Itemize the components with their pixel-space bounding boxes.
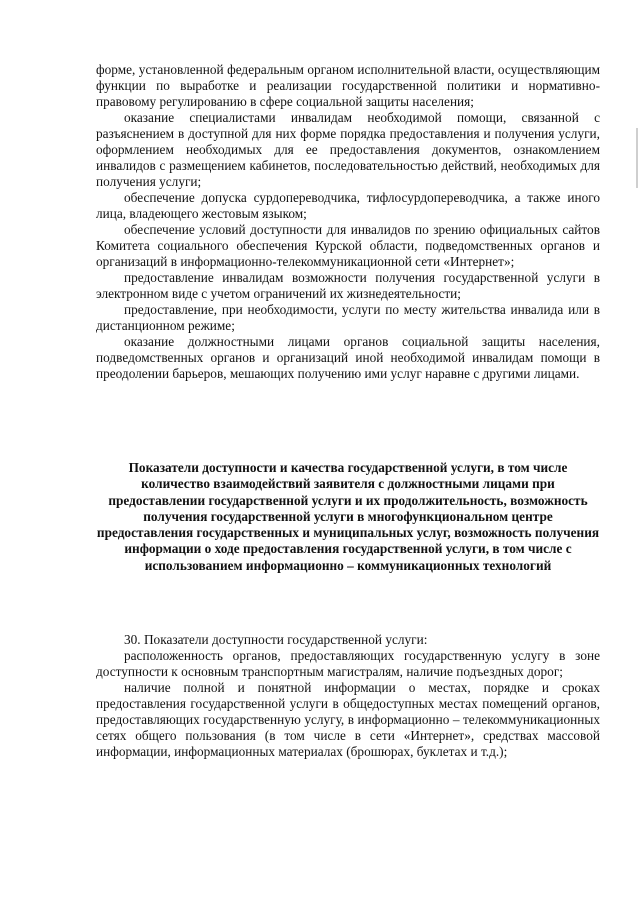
paragraph-continuation: форме, установленной федеральным органом исполнительной власти, осуществляющим функции по выработке и реализации государственной политики и нормативно-правовому регулированию в сфере социальной защиты населения; bbox=[96, 62, 600, 109]
top-text-block bbox=[96, 62, 600, 382]
section-heading-text: Показатели доступности и качества государственной услуги, в том числе количество взаимодействий заявителя с должностными лицами при предоставлении государственной услуги и их продолжительность, возможность получения государственной услуги в многофункциональном центре предоставления государственных и муниципальных услуг, возможность получения информации о ходе предоставления государственной услуги, в том числе с использованием информационно – коммуникационных технологий bbox=[96, 460, 600, 573]
paragraph-remote-service: предоставление, при необходимости, услуги по месту жительства инвалида или в дистанционном режиме; bbox=[96, 302, 600, 333]
paragraph-item-30: 30. Показатели доступности государственной услуги: bbox=[124, 632, 428, 647]
section-heading bbox=[96, 460, 600, 574]
paragraph-information-availability: наличие полной и понятной информации о местах, порядке и сроках предоставления государственной услуги в общедоступных местах помещений органов, предоставляющих государственную услугу, в информационно – телекоммуникационных сетях общего пользования (в том числе в сети «Интернет», средствах массовой информации, информационных материалах (брошюрах, буклетах и т.д.); bbox=[96, 680, 600, 759]
paragraph-website-accessibility: обеспечение условий доступности для инвалидов по зрению официальных сайтов Комитета социального обеспечения Курской области, подведомственных органов и организаций в информационно-телекоммуникационной сети «Интернет»; bbox=[96, 222, 600, 269]
paragraph-transport-access: расположенность органов, предоставляющих государственную услугу в зоне доступности к основным транспортным магистралям, наличие подъездных дорог; bbox=[96, 648, 600, 679]
paragraph-electronic-service: предоставление инвалидам возможности получения государственной услуги в электронном виде с учетом ограничений их жизнедеятельности; bbox=[96, 270, 600, 301]
paragraph-specialist-help: оказание специалистами инвалидам необходимой помощи, связанной с разъяснением в доступной для них форме порядка предоставления и получения услуги, оформлением необходимых для ее предоставления документов, ознакомлением инвалидов с размещением кабинетов, последовательностью действий, необходимых для получения услуги; bbox=[96, 110, 600, 189]
paragraph-barrier-help: оказание должностными лицами органов социальной защиты населения, подведомственных органов и организаций иной необходимой инвалидам помощи в преодолении барьеров, мешающих получению ими услуг наравне с другими лицами. bbox=[96, 334, 600, 381]
bottom-text-block bbox=[96, 632, 600, 760]
scan-edge-mark bbox=[636, 128, 638, 188]
paragraph-sign-interpreter: обеспечение допуска сурдопереводчика, тифлосурдопереводчика, а также иного лица, владеющего жестовым языком; bbox=[96, 190, 600, 221]
